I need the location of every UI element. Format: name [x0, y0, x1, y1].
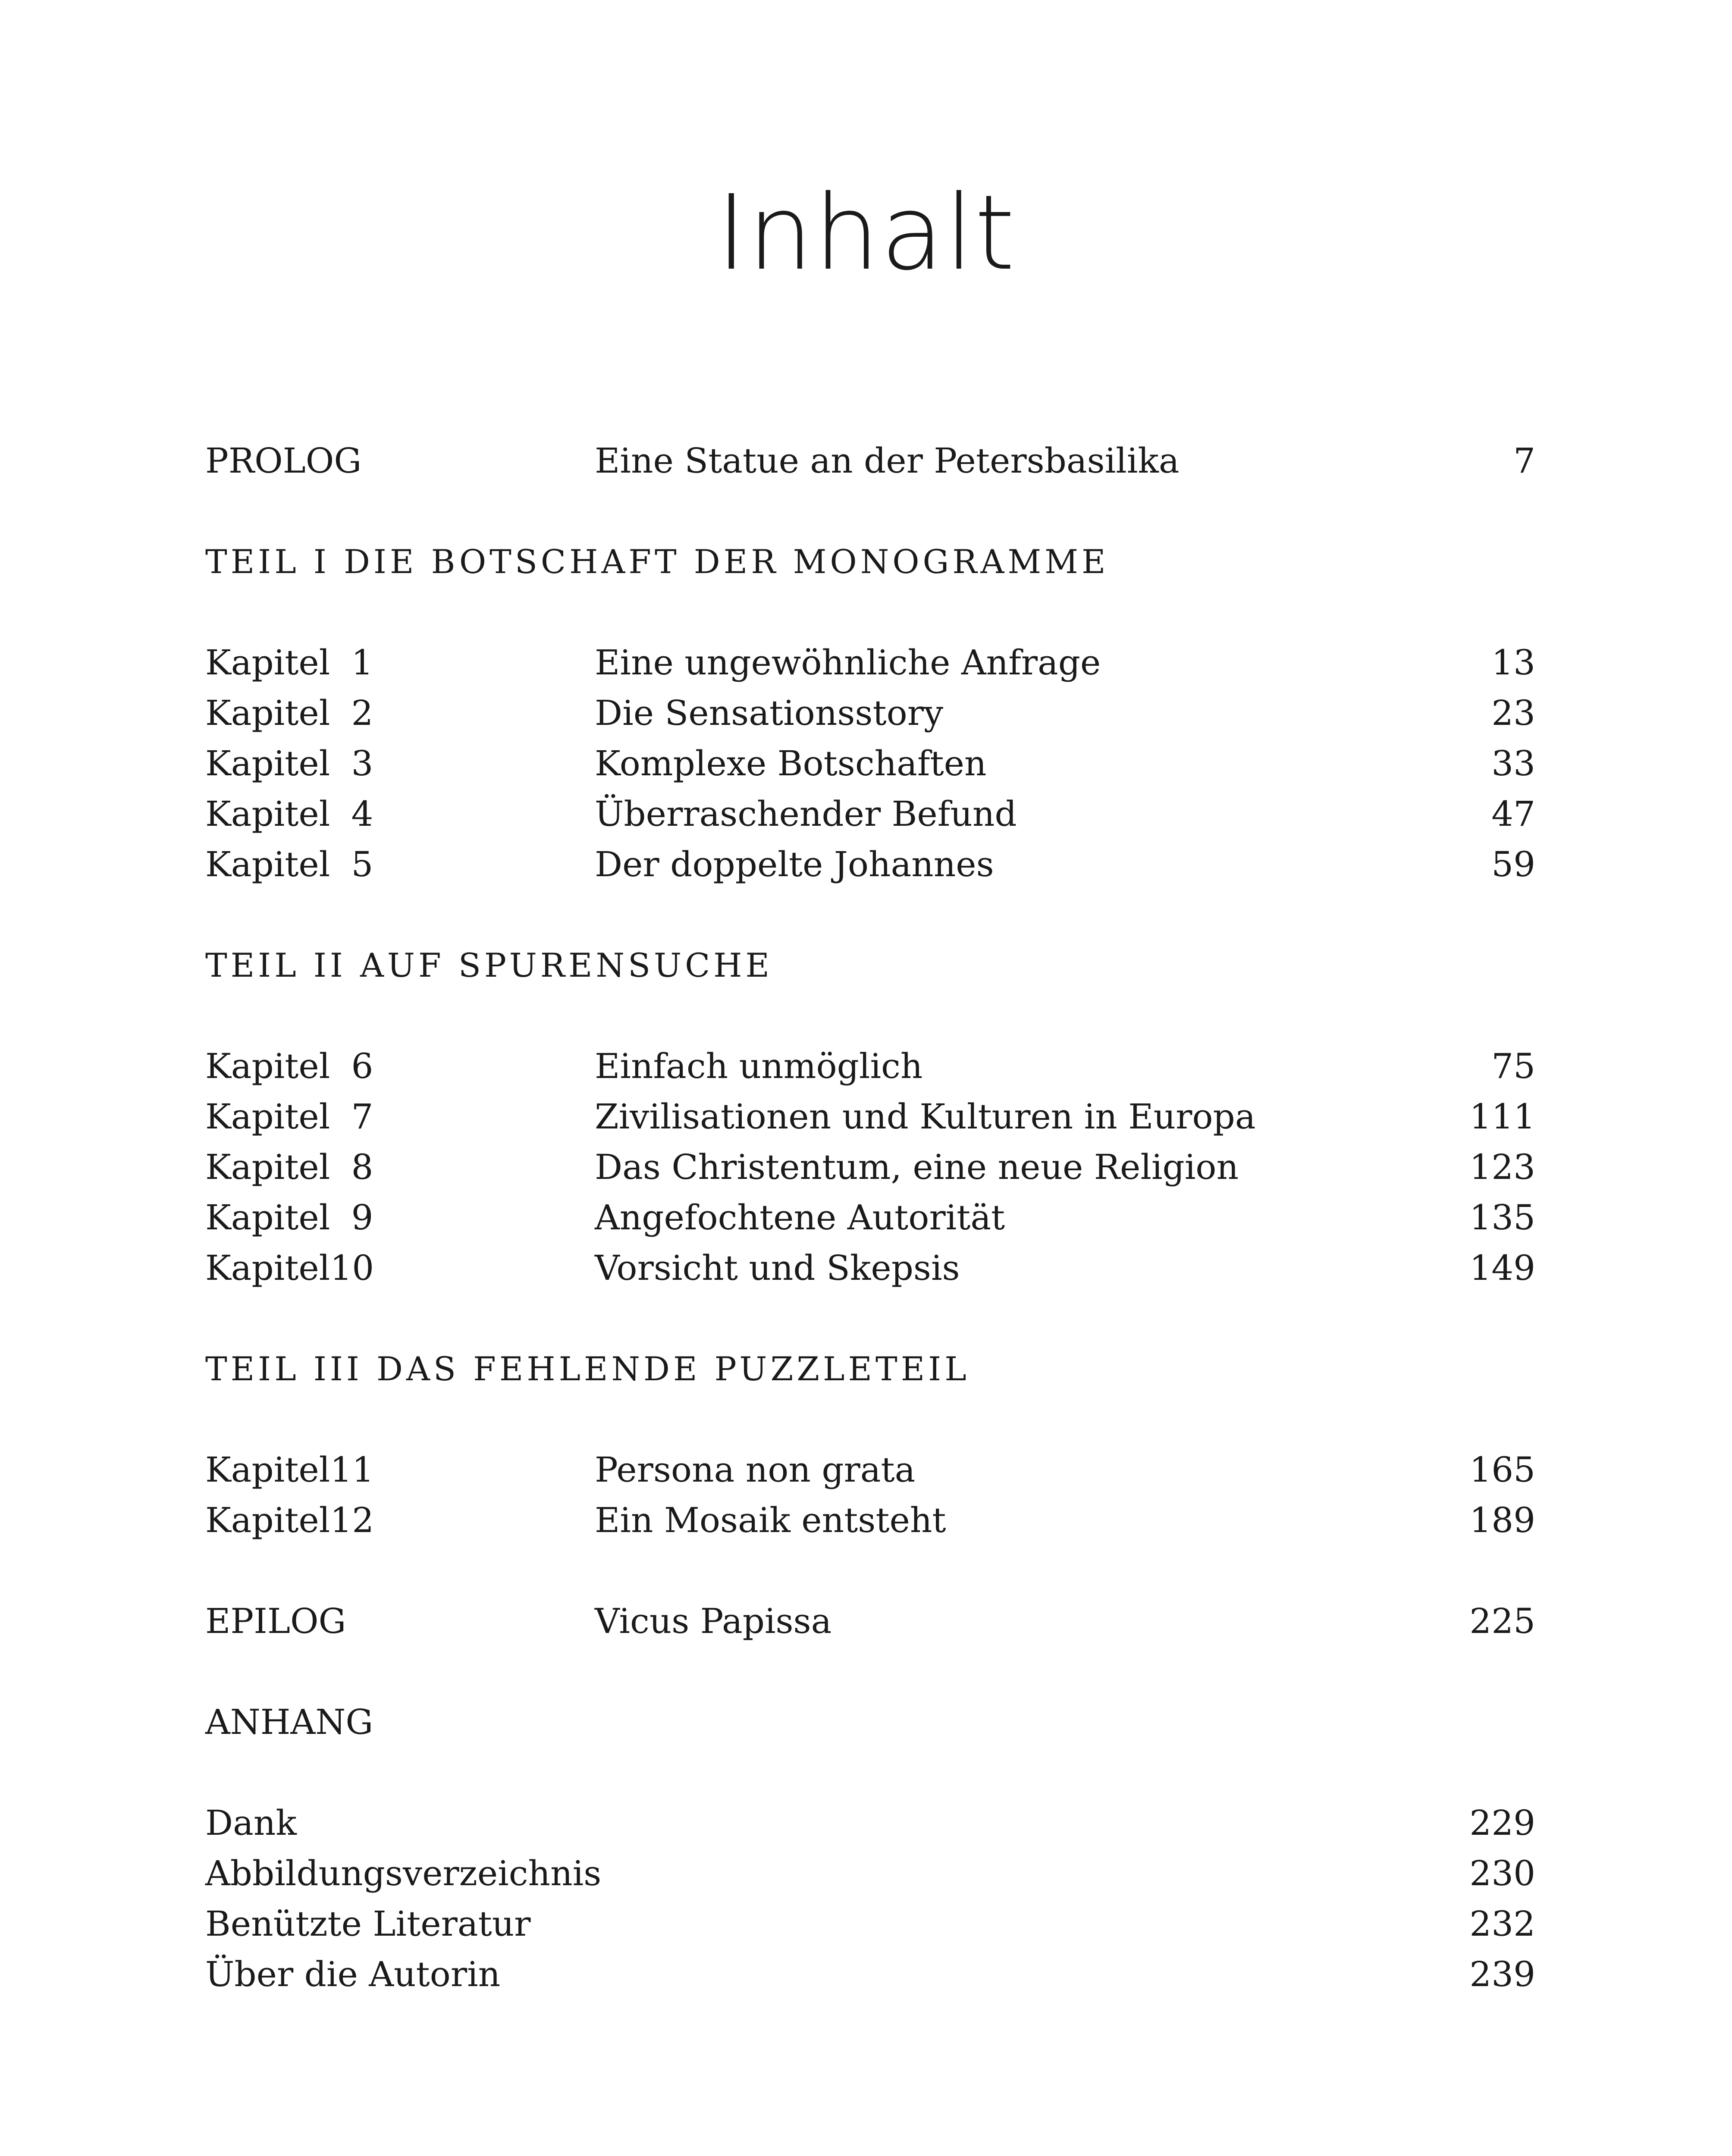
chapter-title: Komplexe Botschaften [595, 743, 987, 783]
chapter-label: Kapitel [205, 693, 330, 733]
entry-page-number: 225 [1469, 1601, 1535, 1641]
chapter-title: Angefochtene Autorität [595, 1197, 1005, 1238]
chapter-page-number: 111 [1469, 1097, 1535, 1137]
chapter-label: Kapitel [205, 794, 330, 834]
chapter-number: 2 [351, 693, 373, 733]
chapter-title: Das Christentum, eine neue Religion [595, 1147, 1239, 1187]
chapter-title: Der doppelte Johannes [595, 844, 994, 884]
page-title: Inhalt [716, 172, 1016, 293]
entry-title: Über die Autorin [205, 1954, 501, 1994]
entry-page-number: 7 [1513, 441, 1535, 481]
chapter-label: Kapitel [205, 1197, 330, 1238]
entry-title: Eine Statue an der Petersbasilika [595, 441, 1180, 481]
entry-page-number: 230 [1469, 1853, 1535, 1893]
chapter-page-number: 47 [1491, 794, 1535, 834]
entry-title: Dank [205, 1803, 297, 1843]
chapter-number: 9 [351, 1197, 373, 1238]
chapter-page-number: 13 [1491, 642, 1535, 683]
toc-entry-appendix [205, 1848, 1535, 1899]
toc-entry-epilog [205, 1596, 1535, 1646]
chapter-title: Überraschender Befund [595, 794, 1017, 834]
chapter-title: Die Sensationsstory [595, 693, 944, 733]
chapter-number: 1 [351, 642, 373, 683]
chapter-label: Kapitel [205, 1500, 330, 1540]
chapter-page-number: 33 [1491, 743, 1535, 783]
chapter-number: 3 [351, 743, 373, 783]
chapter-number: 11 [330, 1450, 374, 1490]
toc-entry-chapter-6 [205, 1041, 1535, 1091]
chapter-number: 8 [351, 1147, 373, 1187]
entry-title: Abbildungsverzeichnis [205, 1853, 602, 1893]
toc-entry-chapter-10 [205, 1243, 1535, 1293]
entry-label: PROLOG [205, 441, 362, 481]
toc-entry-chapter-7 [205, 1091, 1535, 1142]
chapter-number: 5 [351, 844, 373, 884]
toc-entry-appendix [205, 1899, 1535, 1949]
chapter-title: Eine ungewöhnliche Anfrage [595, 642, 1101, 683]
chapter-page-number: 149 [1469, 1248, 1535, 1288]
chapter-number: 7 [351, 1097, 373, 1137]
entry-page-number: 229 [1469, 1803, 1535, 1843]
toc-entry-chapter-3 [205, 738, 1535, 789]
chapter-title: Ein Mosaik entsteht [595, 1500, 946, 1540]
toc-entry-chapter-2 [205, 688, 1535, 738]
chapter-label: Kapitel [205, 844, 330, 884]
entry-title: Vicus Papissa [595, 1601, 832, 1641]
chapter-number: 6 [351, 1046, 373, 1086]
chapter-label: Kapitel [205, 642, 330, 683]
entry-label: EPILOG [205, 1601, 346, 1641]
chapter-page-number: 123 [1469, 1147, 1535, 1187]
chapter-label: Kapitel [205, 743, 330, 783]
appendix-heading: ANHANG [205, 1702, 373, 1742]
toc-entry-chapter-1 [205, 637, 1535, 688]
toc-entry-appendix [205, 1798, 1535, 1848]
entry-title: Benützte Literatur [205, 1904, 531, 1944]
chapter-page-number: 75 [1491, 1046, 1535, 1086]
toc-entry-appendix [205, 1949, 1535, 1999]
part-heading-2: TEIL II AUF SPURENSUCHE [205, 946, 773, 984]
chapter-page-number: 165 [1469, 1450, 1535, 1490]
chapter-page-number: 59 [1491, 844, 1535, 884]
chapter-label: Kapitel [205, 1147, 330, 1187]
chapter-label: Kapitel [205, 1450, 330, 1490]
chapter-title: Einfach unmöglich [595, 1046, 923, 1086]
toc-entry-chapter-11 [205, 1445, 1535, 1495]
toc-entry-chapter-4 [205, 789, 1535, 839]
chapter-label: Kapitel [205, 1046, 330, 1086]
entry-page-number: 239 [1469, 1954, 1535, 1994]
chapter-title: Vorsicht und Skepsis [595, 1248, 960, 1288]
entry-page-number: 232 [1469, 1904, 1535, 1944]
table-of-contents [205, 436, 1535, 1999]
toc-entry-chapter-12 [205, 1495, 1535, 1545]
chapter-number: 10 [330, 1248, 374, 1288]
toc-entry-chapter-8 [205, 1142, 1535, 1192]
chapter-page-number: 135 [1469, 1197, 1535, 1238]
chapter-page-number: 189 [1469, 1500, 1535, 1540]
chapter-title: Zivilisationen und Kulturen in Europa [595, 1097, 1256, 1137]
chapter-number: 12 [330, 1500, 374, 1540]
toc-entry-chapter-9 [205, 1192, 1535, 1243]
chapter-label: Kapitel [205, 1248, 330, 1288]
chapter-page-number: 23 [1491, 693, 1535, 733]
part-heading-3: TEIL III DAS FEHLENDE PUZZLETEIL [205, 1350, 970, 1388]
chapter-title: Persona non grata [595, 1450, 916, 1490]
chapter-number: 4 [351, 794, 373, 834]
toc-entry-chapter-5 [205, 839, 1535, 890]
chapter-label: Kapitel [205, 1097, 330, 1137]
toc-entry-prolog [205, 436, 1535, 486]
part-heading-1: TEIL I DIE BOTSCHAFT DER MONOGRAMME [205, 542, 1109, 581]
